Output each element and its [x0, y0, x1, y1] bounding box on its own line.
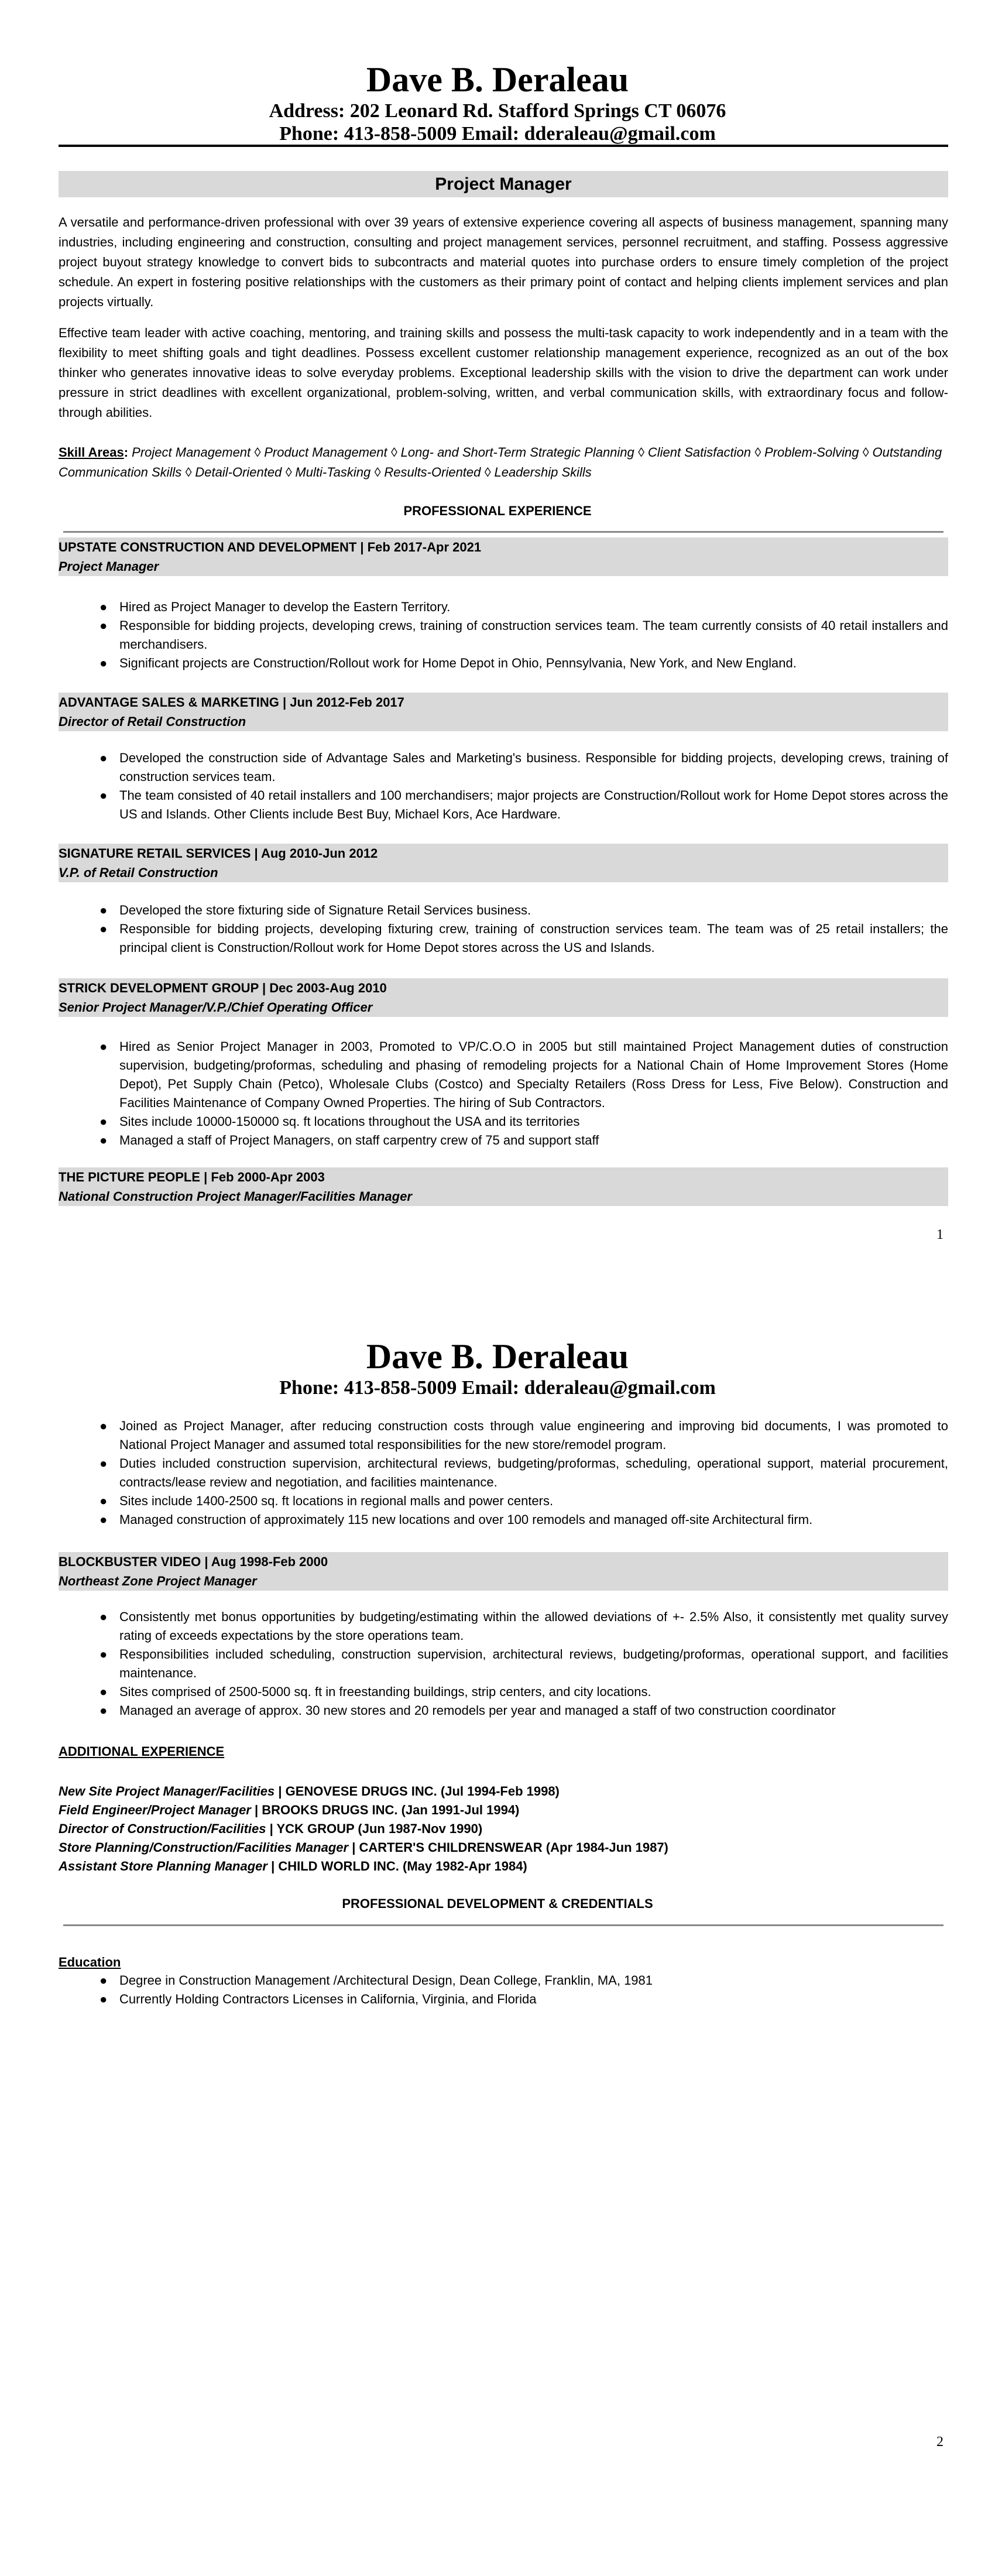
job-header [59, 1552, 948, 1591]
job-header [59, 537, 948, 576]
address: Address: 202 Leonard Rd. Stafford Springs CT 06076 [269, 100, 726, 122]
additional-experience-heading: ADDITIONAL EXPERIENCE [59, 1744, 225, 1759]
list-item: ● Sites include 1400-2500 sq. ft locations in regional malls and power centers. [100, 1492, 948, 1510]
bullet-icon: ● [100, 1647, 108, 1662]
list-item: ● Duties included construction supervision, architectural reviews, budgeting/proformas, scheduling, operational support, material procurement, contracts/lease review and negotiation, and facilities maintenance. [100, 1454, 948, 1492]
list-item: ● The team consisted of 40 retail installers and 100 merchandisers; major projects are Construction/Rollout work for Home Depot stores across the US and Islands. Other Clients include Best Buy, Michael Kors, Ace Hardware. [100, 786, 948, 824]
skill-areas: Skill Areas: Project Management ◊ Product Management ◊ Long- and Short-Term Strategic Planning ◊ Client Satisfaction ◊ Problem-Solving ◊ Outstanding Communication Skills ◊ Detail-Oriented ◊ Multi-Tasking ◊ Results-Oriented ◊ Leadership Skills [59, 445, 942, 479]
list-item: ● Consistently met bonus opportunities by budgeting/estimating within the allowed deviations of +- 2.5% Also, it consistently met quality survey rating of exceeds expectations by the store operations team. [100, 1608, 948, 1645]
page-number: 1 [936, 1227, 943, 1242]
job-company: BLOCKBUSTER VIDEO | Aug 1998-Feb 2000 [59, 1554, 328, 1569]
list-item: Field Engineer/Project Manager | BROOKS DRUGS INC. (Jan 1991-Jul 1994) [59, 1803, 520, 1817]
credentials-rule [63, 1924, 943, 1926]
bullet-icon: ● [100, 1684, 108, 1699]
job-bullets [100, 1037, 948, 1150]
list-item: ● Sites comprised of 2500-5000 sq. ft in freestanding buildings, strip centers, and city locations. [100, 1683, 948, 1701]
list-item: ● Currently Holding Contractors Licenses in California, Virginia, and Florida [100, 1990, 948, 2009]
summary-paragraph-1: A versatile and performance-driven professional with over 39 years of extensive experience covering all aspects of business management, spanning many industries, including engineering and construction, consulting and project management services, personnel recruitment, and staffing. Possess aggressive project buyout strategy knowledge to convert bids to subcontracts and material quotes into purchase orders to ensure timely completion of the project schedule. An expert in fostering positive relationships with the customers as their primary point of contact and helping clients implement services and plan projects virtually. [59, 215, 948, 309]
list-item: Director of Construction/Facilities | YCK GROUP (Jun 1987-Nov 1990) [59, 1821, 483, 1836]
bullet-icon: ● [100, 1512, 108, 1527]
list-item: ● Degree in Construction Management /Architectural Design, Dean College, Franklin, MA, 1981 [100, 1971, 948, 1990]
job-bullets [100, 1417, 948, 1529]
list-item: ● Hired as Project Manager to develop the Eastern Territory. [100, 598, 948, 616]
list-item: ● Sites include 10000-150000 sq. ft locations throughout the USA and its territories [100, 1112, 948, 1131]
job-company: UPSTATE CONSTRUCTION AND DEVELOPMENT | Feb 2017-Apr 2021 [59, 540, 482, 554]
job-header [59, 978, 948, 1017]
job-role: Project Manager [59, 559, 159, 574]
credentials-heading: PROFESSIONAL DEVELOPMENT & CREDENTIALS [342, 1896, 653, 1911]
job-company: THE PICTURE PEOPLE | Feb 2000-Apr 2003 [59, 1170, 325, 1184]
list-item: Assistant Store Planning Manager | CHILD WORLD INC. (May 1982-Apr 1984) [59, 1859, 527, 1873]
job-header [59, 1167, 948, 1206]
list-item: ● Responsibilities included scheduling, construction supervision, architectural reviews, budgeting/proformas, operational support, and facilities maintenance. [100, 1645, 948, 1683]
bullet-icon: ● [100, 1973, 108, 1988]
education-list [100, 1971, 948, 2009]
job-company: ADVANTAGE SALES & MARKETING | Jun 2012-Feb 2017 [59, 695, 404, 710]
job-role: Director of Retail Construction [59, 714, 246, 729]
bullet-icon: ● [100, 1609, 108, 1624]
job-bullets [100, 1608, 948, 1720]
header-rule [59, 145, 948, 147]
phone-email: Phone: 413-858-5009 Email: dderaleau@gmail.com [279, 123, 716, 145]
bullet-icon: ● [100, 600, 108, 614]
list-item: ● Responsible for bidding projects, developing crews, training of construction services team. The team currently consists of 40 retail installers and merchandisers. [100, 616, 948, 654]
bullet-icon: ● [100, 1456, 108, 1471]
list-item: ● Managed a staff of Project Managers, on staff carpentry crew of 75 and support staff [100, 1131, 948, 1150]
education-heading: Education [59, 1955, 121, 1969]
list-item: ● Developed the store fixturing side of Signature Retail Services business. [100, 901, 948, 920]
job-company: STRICK DEVELOPMENT GROUP | Dec 2003-Aug 2010 [59, 981, 387, 995]
phone-email: Phone: 413-858-5009 Email: dderaleau@gmail.com [279, 1377, 716, 1399]
bullet-icon: ● [100, 618, 108, 633]
bullet-icon: ● [100, 1133, 108, 1147]
bullet-icon: ● [100, 922, 108, 936]
job-role: National Construction Project Manager/Facilities Manager [59, 1189, 412, 1204]
job-bullets [100, 598, 948, 673]
list-item: ● Managed an average of approx. 30 new stores and 20 remodels per year and managed a staff of two construction coordinator [100, 1701, 948, 1720]
bullet-icon: ● [100, 788, 108, 803]
list-item: ● Responsible for bidding projects, developing fixturing crew, training of construction services team. The team was of 25 retail installers; the principal client is Construction/Rollout work for Home Depot stores across the US and Islands. [100, 920, 948, 957]
bullet-icon: ● [100, 751, 108, 765]
experience-heading: PROFESSIONAL EXPERIENCE [403, 503, 592, 518]
bullet-icon: ● [100, 1419, 108, 1433]
additional-experience-list [59, 1782, 668, 1876]
bullet-icon: ● [100, 1703, 108, 1718]
candidate-name: Dave B. Deraleau [366, 60, 629, 99]
skill-areas-label: Skill Areas [59, 445, 124, 460]
list-item: ● Developed the construction side of Advantage Sales and Marketing's business. Responsible for bidding projects, developing crews, training of construction services team. [100, 749, 948, 786]
bullet-icon: ● [100, 1039, 108, 1054]
job-bullets [100, 901, 948, 957]
job-bullets [100, 749, 948, 824]
bullet-icon: ● [100, 1992, 108, 2006]
bullet-icon: ● [100, 1114, 108, 1129]
list-item: ● Joined as Project Manager, after reducing construction costs through value engineering and improving bid documents, I was promoted to National Project Manager and assumed total responsibilities for the new store/remodel program. [100, 1417, 948, 1454]
page-number: 2 [936, 2434, 943, 2450]
job-role: Northeast Zone Project Manager [59, 1574, 257, 1588]
list-item: Store Planning/Construction/Facilities Manager | CARTER'S CHILDRENSWEAR (Apr 1984-Jun 1987) [59, 1840, 668, 1855]
job-role: V.P. of Retail Construction [59, 865, 218, 880]
job-title-banner: Project Manager [59, 171, 948, 197]
experience-rule [63, 531, 943, 533]
job-company: SIGNATURE RETAIL SERVICES | Aug 2010-Jun 2012 [59, 846, 378, 861]
summary-paragraph-2: Effective team leader with active coaching, mentoring, and training skills and possess the multi-task capacity to work independently and in a team with the flexibility to meet shifting goals and tight deadlines. Possess excellent customer relationship management experience, recognized as an out of the box thinker who generates innovative ideas to solve everyday problems. Exceptional leadership skills with the vision to drive the department can work under pressure in strict deadlines with excellent organizational, problem-solving, written, and verbal communication skills, with extraordinary focus and follow-through abilities. [59, 326, 948, 420]
list-item: ● Hired as Senior Project Manager in 2003, Promoted to VP/C.O.O in 2005 but still maintained Project Management duties of construction supervision, budgeting/proformas, scheduling and phasing of remodeling projects for a National Chain of Home Improvement Stores (Home Depot), Pet Supply Chain (Petco), Wholesale Clubs (Costco) and Specialty Retailers (Ross Dress for Less, Five Below). Construction and Facilities Maintenance of Company Owned Properties. The hiring of Sub Contractors. [100, 1037, 948, 1112]
skill-areas-list: Project Management ◊ Product Management ◊ Long- and Short-Term Strategic Planning ◊ Client Satisfaction ◊ Problem-Solving ◊ Outstanding Communication Skills ◊ Detail-Oriented ◊ Multi-Tasking ◊ Results-Oriented ◊ Leadership Skills [59, 445, 942, 479]
list-item: ● Significant projects are Construction/Rollout work for Home Depot in Ohio, Pennsylvania, New York, and New England. [100, 654, 948, 673]
job-role: Senior Project Manager/V.P./Chief Operating Officer [59, 1000, 373, 1015]
bullet-icon: ● [100, 903, 108, 917]
bullet-icon: ● [100, 656, 108, 670]
list-item: New Site Project Manager/Facilities | GENOVESE DRUGS INC. (Jul 1994-Feb 1998) [59, 1784, 560, 1799]
job-header [59, 693, 948, 731]
job-header [59, 844, 948, 882]
bullet-icon: ● [100, 1493, 108, 1508]
candidate-name: Dave B. Deraleau [366, 1337, 629, 1376]
list-item: ● Managed construction of approximately 115 new locations and over 100 remodels and managed off-site Architectural firm. [100, 1510, 948, 1529]
